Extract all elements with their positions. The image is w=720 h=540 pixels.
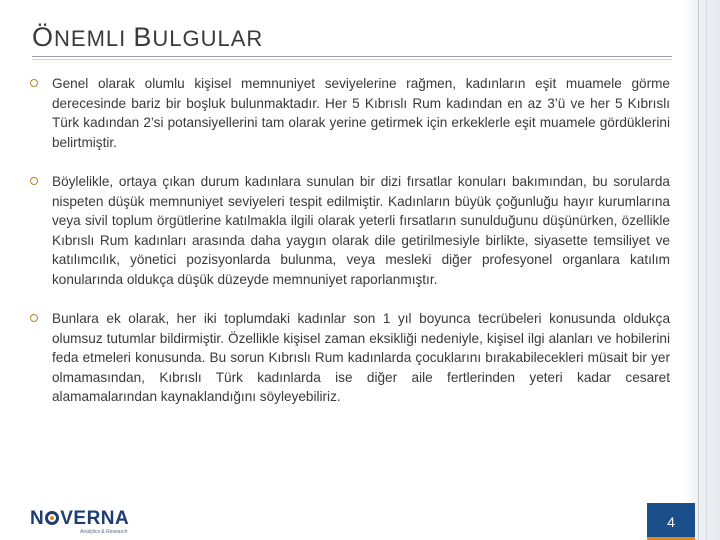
bullet-text: Genel olarak olumlu kişisel memnuniyet seviyelerine rağmen, kadınların eşit muamele görme derecesinde bariz bir boşluk bulunmaktadır. Her 5 Kıbrıslı Rum kadından en az 3’ü ve her 5 Kıbrıslı Türk kadından 2’si potansiyellerini tam olarak yerine getirmek için erkeklerle eşit muamele gördüklerini belirtmiştir.	[52, 76, 670, 150]
bullet-ring-icon	[30, 177, 38, 185]
logo-wordmark: N VERNA	[30, 508, 130, 529]
bullet-list	[30, 74, 670, 427]
bullet-text: Bunlara ek olarak, her iki toplumdaki kadınlar son 1 yıl boyunca tecrübeleri konusunda oldukça olumsuz tutumlar bildirmiştir. Özellikle kişisel zaman eksikliği nedeniyle, kişisel ilgi alanları ve hobilerini feda etmeleri konusunda. Bu sorun Kıbrıslı Rum kadınlarda çocuklarını bırakabilecekleri müsait bir yer olmamasından, Kıbrıslı Türk kadınlarda ise diğer aile fertlerinden yeteri kadar cesaret alamamalarından kaynaklandığını söyleyebiliriz.	[52, 311, 670, 404]
bullet-item	[30, 74, 670, 152]
bullet-item	[30, 309, 670, 407]
title-underline	[32, 56, 672, 57]
bullet-item	[30, 172, 670, 289]
bullet-text: Böylelikle, ortaya çıkan durum kadınlara sunulan bir dizi fırsatlar konuları bakımından, bu sorularda nispeten düşük memnuniyet seviyeleri tespit edilmiştir. Kadınların büyük çoğunluğu hayır kurumlarına veya sivil toplum örgütlerine katılmakla ilgili olarak yeterli fırsatların sunulduğunu düşünürken, özellikle Kıbrıslı Rum kadınları arasında daha yaygın olarak dile getirilmesiyle birlikte, siyasette temsiliyet ve katılımcılık, yönetici pozisyonlarda bulunma, veya mesleki diğer profesyonel organlara katılım konularında oldukça düşük düzeyde memnuniyet raporlanmıştır.	[52, 174, 670, 287]
logo-o-icon	[45, 511, 59, 525]
slide-title: ÖNEMLI BULGULAR	[32, 22, 264, 52]
slide-right-border	[684, 0, 720, 540]
bullet-ring-icon	[30, 314, 38, 322]
noverna-logo	[30, 508, 170, 538]
page-number: 4	[647, 503, 695, 540]
title-underline-secondary	[32, 59, 672, 60]
bullet-ring-icon	[30, 79, 38, 87]
logo-subtitle: Analytics & Research	[80, 529, 128, 535]
